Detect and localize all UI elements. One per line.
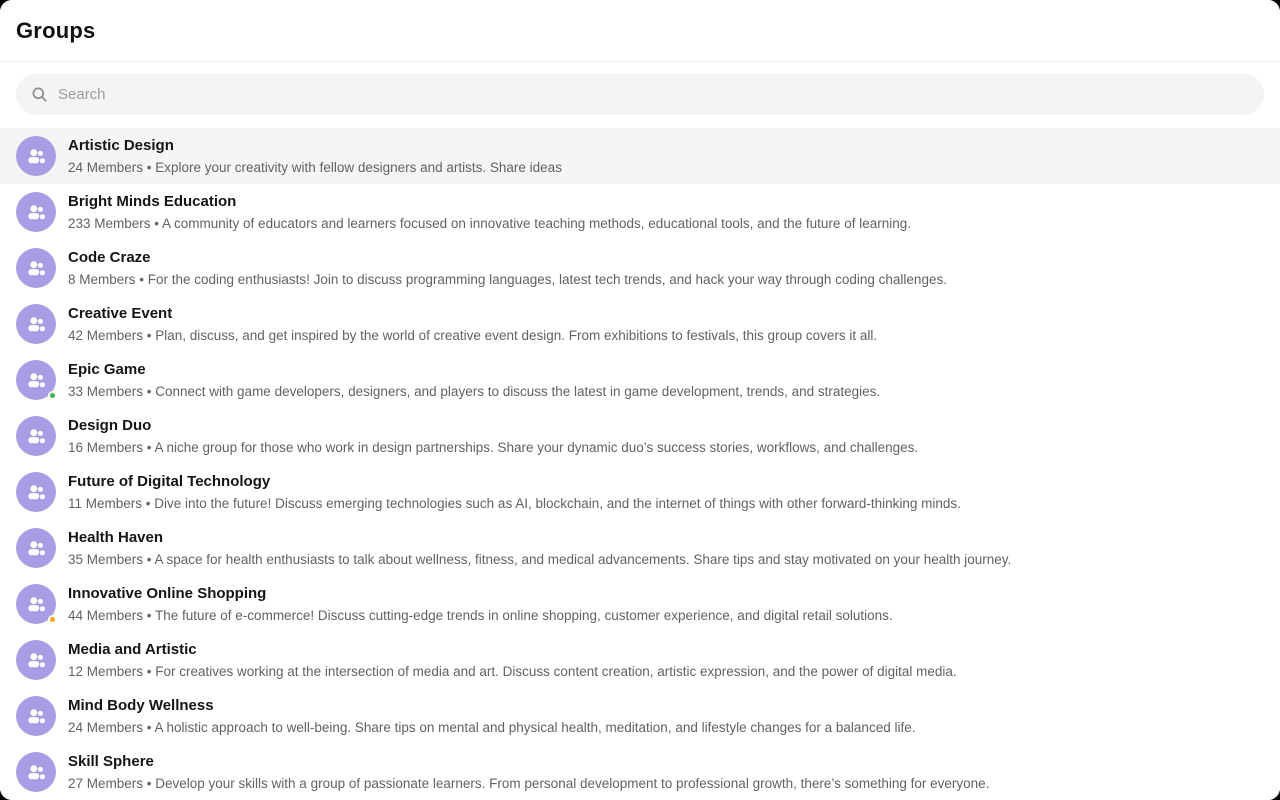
group-texts — [68, 472, 961, 512]
group-avatar — [16, 248, 56, 288]
group-list-item[interactable] — [0, 408, 1280, 464]
status-dot — [48, 615, 57, 624]
group-avatar — [16, 192, 56, 232]
people-icon — [24, 648, 48, 672]
people-icon — [24, 256, 48, 280]
group-name: Creative Event — [68, 305, 173, 322]
group-list-item[interactable] — [0, 576, 1280, 632]
group-list-item[interactable] — [0, 688, 1280, 744]
avatar-circle — [16, 192, 56, 232]
group-name: Bright Minds Education — [68, 193, 237, 210]
group-meta: 24 Members • Explore your creativity with fellow designers and artists. Share ideas — [68, 160, 562, 175]
group-texts — [68, 304, 877, 344]
group-meta: 44 Members • The future of e-commerce! Discuss cutting-edge trends in online shopping, customer experience, and digital retail solutions. — [68, 608, 893, 623]
people-icon — [24, 144, 48, 168]
group-name: Artistic Design — [68, 137, 174, 154]
search-section — [0, 62, 1280, 128]
group-meta: 42 Members • Plan, discuss, and get inspired by the world of creative event design. From exhibitions to festivals, this group covers it all. — [68, 328, 878, 343]
group-name: Skill Sphere — [68, 753, 154, 770]
people-icon — [24, 480, 48, 504]
status-dot — [48, 391, 57, 400]
group-list-item[interactable] — [0, 632, 1280, 688]
people-icon — [24, 312, 48, 336]
group-meta: 11 Members • Dive into the future! Discuss emerging technologies such as AI, blockchain, and the internet of things with other forward-thinking minds. — [68, 496, 961, 511]
group-name: Media and Artistic — [68, 641, 197, 658]
group-list-item[interactable] — [0, 128, 1280, 184]
page-title: Groups — [16, 17, 96, 43]
group-texts — [68, 696, 915, 736]
group-name: Health Haven — [68, 529, 164, 546]
group-meta: 27 Members • Develop your skills with a group of passionate learners. From personal development to professional growth, there’s something for everyone. — [68, 776, 990, 791]
people-icon — [24, 200, 48, 224]
group-texts — [68, 584, 893, 624]
group-avatar — [16, 416, 56, 456]
avatar-circle — [16, 640, 56, 680]
group-meta: 24 Members • A holistic approach to well-being. Share tips on mental and physical health, meditation, and lifestyle changes for a balanced life. — [68, 720, 916, 735]
group-texts — [68, 248, 947, 288]
people-icon — [24, 592, 48, 616]
group-meta: 233 Members • A community of educators and learners focused on innovative teaching methods, educational tools, and the future of learning. — [68, 216, 911, 231]
group-texts — [68, 360, 880, 400]
group-meta: 8 Members • For the coding enthusiasts! Join to discuss programming languages, latest tech trends, and hack your way through coding challenges. — [68, 272, 947, 287]
group-avatar — [16, 752, 56, 792]
group-texts — [68, 192, 911, 232]
avatar-circle — [16, 416, 56, 456]
group-texts — [68, 752, 989, 792]
avatar-circle — [16, 136, 56, 176]
group-name: Future of Digital Technology — [68, 473, 271, 490]
avatar-circle — [16, 248, 56, 288]
avatar-circle — [16, 752, 56, 792]
group-avatar — [16, 304, 56, 344]
group-avatar — [16, 528, 56, 568]
people-icon — [24, 368, 48, 392]
group-avatar — [16, 640, 56, 680]
avatar-circle — [16, 528, 56, 568]
group-list-item[interactable] — [0, 240, 1280, 296]
group-meta: 12 Members • For creatives working at the intersection of media and art. Discuss content creation, artistic expression, and the power of digital media. — [68, 664, 957, 679]
group-meta: 16 Members • A niche group for those who work in design partnerships. Share your dynamic duo’s success stories, workflows, and challenges. — [68, 440, 919, 455]
group-texts — [68, 640, 957, 680]
group-name: Epic Game — [68, 361, 146, 378]
search-input[interactable] — [58, 86, 1250, 103]
app-header — [0, 0, 1280, 62]
group-list-item[interactable] — [0, 520, 1280, 576]
search-bar[interactable] — [16, 74, 1264, 115]
group-list-item[interactable] — [0, 744, 1280, 800]
group-name: Code Craze — [68, 249, 151, 266]
group-avatar — [16, 136, 56, 176]
people-icon — [24, 536, 48, 560]
group-list-item[interactable] — [0, 184, 1280, 240]
search-icon — [30, 85, 49, 104]
group-list-item[interactable] — [0, 352, 1280, 408]
avatar-circle — [16, 304, 56, 344]
group-texts — [68, 136, 562, 176]
group-name: Design Duo — [68, 417, 152, 434]
group-list-item[interactable] — [0, 464, 1280, 520]
group-name: Innovative Online Shopping — [68, 585, 267, 602]
group-meta: 33 Members • Connect with game developers, designers, and players to discuss the latest in game development, trends, and strategies. — [68, 384, 881, 399]
group-texts — [68, 528, 1011, 568]
avatar-circle — [16, 472, 56, 512]
group-avatar — [16, 472, 56, 512]
group-name: Mind Body Wellness — [68, 697, 214, 714]
group-list-item[interactable] — [0, 296, 1280, 352]
group-avatar — [16, 360, 56, 400]
people-icon — [24, 704, 48, 728]
people-icon — [24, 424, 48, 448]
group-avatar — [16, 696, 56, 736]
group-list — [0, 128, 1280, 800]
group-avatar — [16, 584, 56, 624]
group-texts — [68, 416, 918, 456]
people-icon — [24, 760, 48, 784]
group-meta: 35 Members • A space for health enthusiasts to talk about wellness, fitness, and medical advancements. Share tips and stay motivated on your health journey. — [68, 552, 1012, 567]
avatar-circle — [16, 696, 56, 736]
